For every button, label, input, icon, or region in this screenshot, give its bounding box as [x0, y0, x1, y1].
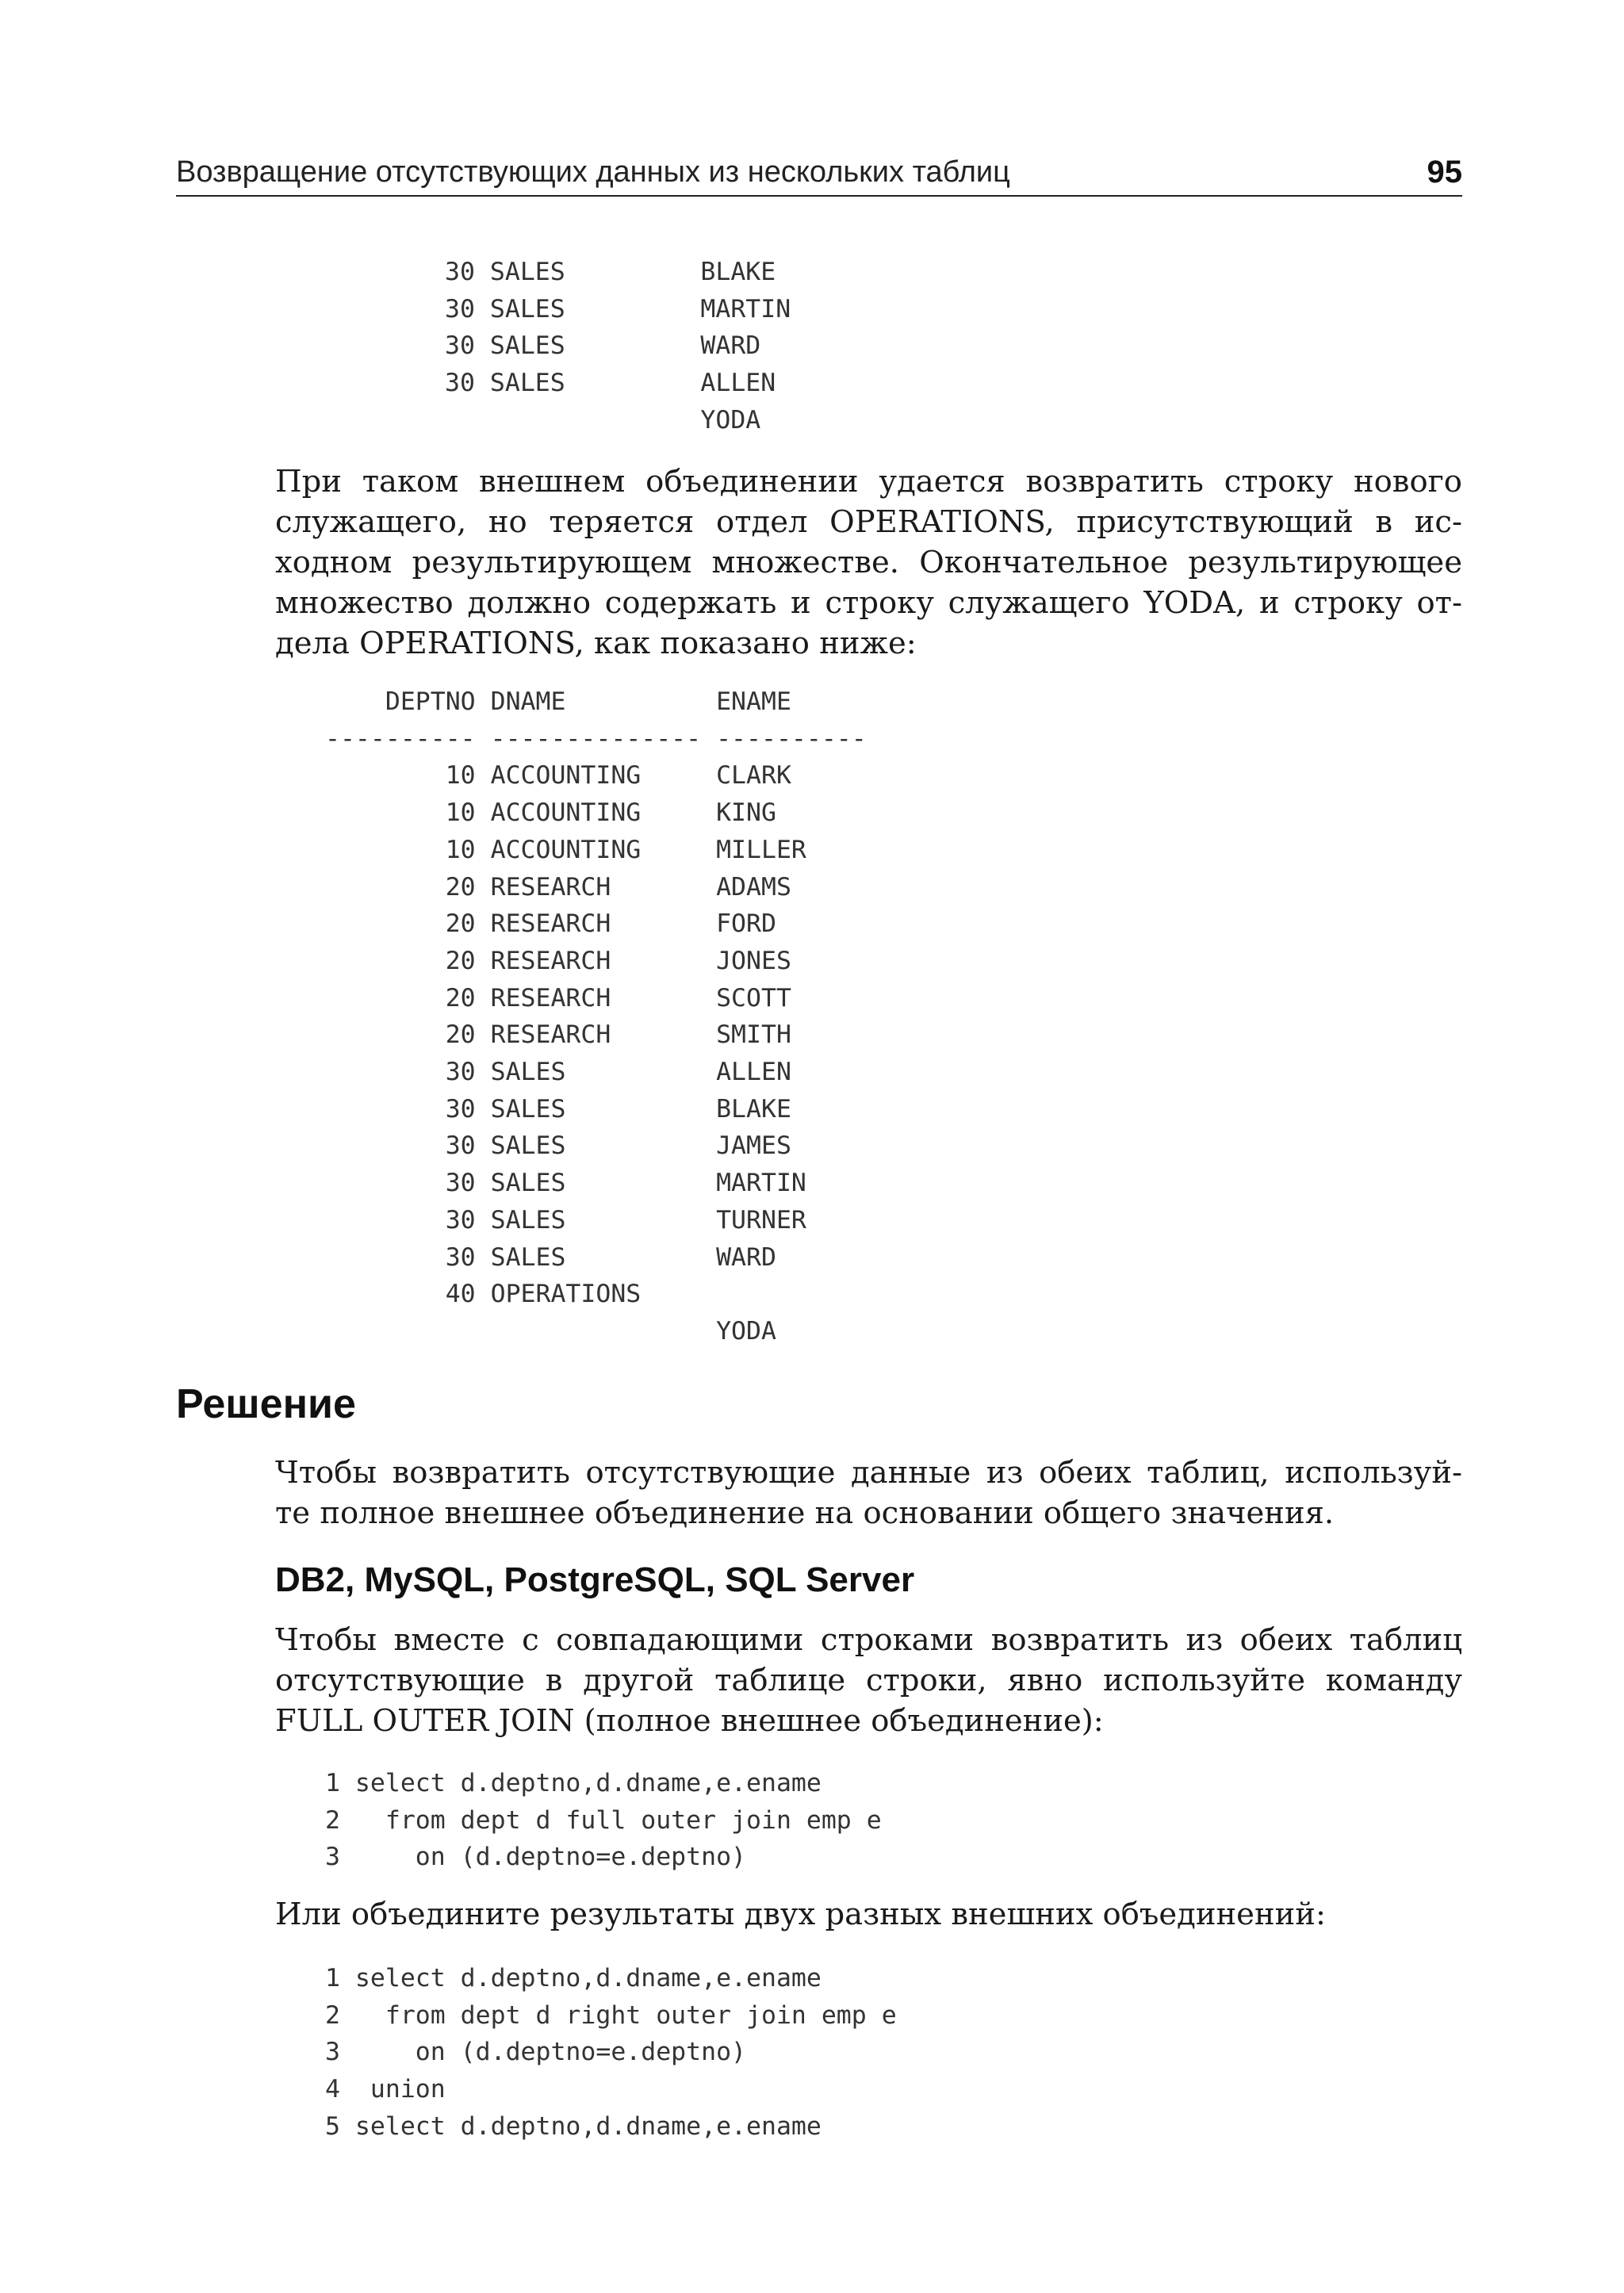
result-row: 30 SALES WARD: [445, 331, 761, 361]
result-row: 30 SALES JAMES: [325, 1131, 791, 1161]
result-row: 20 RESEARCH SCOTT: [325, 983, 791, 1013]
result-row: 10 ACCOUNTING KING: [325, 798, 776, 828]
result-row: 20 RESEARCH ADAMS: [325, 872, 791, 902]
result-row: 40 OPERATIONS: [325, 1280, 642, 1309]
code-line: 1 select d.deptno,d.dname,e.ename: [325, 1964, 822, 1992]
paragraph-line: Чтобы вместе с совпадающими строками возвратить из обеих таблиц: [275, 1622, 1462, 1658]
running-title: Возвращение отсутствующих данных из нескольких таблиц: [176, 155, 1010, 189]
result-row: 30 SALES BLAKE: [325, 1094, 791, 1124]
code-listing-full-outer-join: [325, 1765, 882, 1876]
running-header: [176, 149, 1462, 197]
code-listing-union: [325, 1960, 897, 2146]
paragraph-line: Или объедините результаты двух разных внешних объединений:: [275, 1897, 1326, 1932]
paragraph-line: ходном результирующем множестве. Окончательное результирующее: [275, 545, 1462, 580]
result-row: 30 SALES ALLEN: [445, 369, 776, 398]
paragraph-line: служащего, но теряется отдел OPERATIONS, присутствующий в ис-: [275, 504, 1462, 540]
page-number: 95: [1427, 155, 1462, 189]
result-full-block: [325, 683, 867, 1350]
code-line: 3 on (d.deptno=e.deptno): [325, 1843, 747, 1872]
paragraph-line: отсутствующие в другой таблице строки, явно используйте команду: [275, 1663, 1462, 1698]
code-line: 5 select d.deptno,d.dname,e.ename: [325, 2111, 822, 2141]
result-row: 30 SALES BLAKE: [445, 258, 776, 286]
section-heading: Решение: [176, 1381, 356, 1427]
code-line: 2 from dept d full outer join emp e: [325, 1805, 882, 1835]
result-row: 30 SALES MARTIN: [325, 1169, 806, 1198]
paragraph-solution-intro: [275, 1453, 1462, 1533]
result-row: YODA: [325, 1316, 776, 1346]
paragraph-line: FULL OUTER JOIN (полное внешнее объединение):: [275, 1703, 1104, 1739]
result-row: 10 ACCOUNTING CLARK: [325, 761, 791, 790]
code-line: 1 select d.deptno,d.dname,e.ename: [325, 1769, 822, 1797]
paragraph-line: дела OPERATIONS, как показано ниже:: [275, 626, 917, 661]
result-separator: ---------- -------------- ----------: [325, 724, 867, 753]
paragraph-line: Чтобы возвратить отсутствующие данные из обеих таблиц, используй-: [275, 1455, 1462, 1491]
result-row: 30 SALES TURNER: [325, 1205, 806, 1235]
code-line: 4 union: [325, 2075, 446, 2104]
result-header: DEPTNO DNAME ENAME: [325, 687, 791, 716]
paragraph-line: При таком внешнем объединении удается возвратить строку нового: [275, 464, 1462, 500]
code-line: 2 from dept d right outer join emp e: [325, 2000, 897, 2030]
result-row: 20 RESEARCH FORD: [325, 909, 776, 939]
result-row: 30 SALES WARD: [325, 1242, 776, 1272]
result-row: 30 SALES MARTIN: [445, 294, 791, 323]
code-line: 3 on (d.deptno=e.deptno): [325, 2038, 747, 2067]
paragraph-line: те полное внешнее объединение на основании общего значения.: [275, 1495, 1335, 1531]
paragraph-outer-join-issue: [275, 461, 1462, 664]
result-row: 30 SALES ALLEN: [325, 1058, 791, 1087]
subsection-heading: DB2, MySQL, PostgreSQL, SQL Server: [275, 1560, 915, 1599]
paragraph-full-outer-join: [275, 1620, 1462, 1741]
result-row: 20 RESEARCH JONES: [325, 946, 791, 975]
result-row: YODA: [445, 405, 761, 434]
result-tail-block: [445, 254, 791, 439]
result-row: 20 RESEARCH SMITH: [325, 1020, 791, 1050]
paragraph-union-alternative: [275, 1894, 1462, 1935]
result-row: 10 ACCOUNTING MILLER: [325, 835, 806, 864]
paragraph-line: множество должно содержать и строку служащего YODA, и строку от-: [275, 585, 1462, 621]
